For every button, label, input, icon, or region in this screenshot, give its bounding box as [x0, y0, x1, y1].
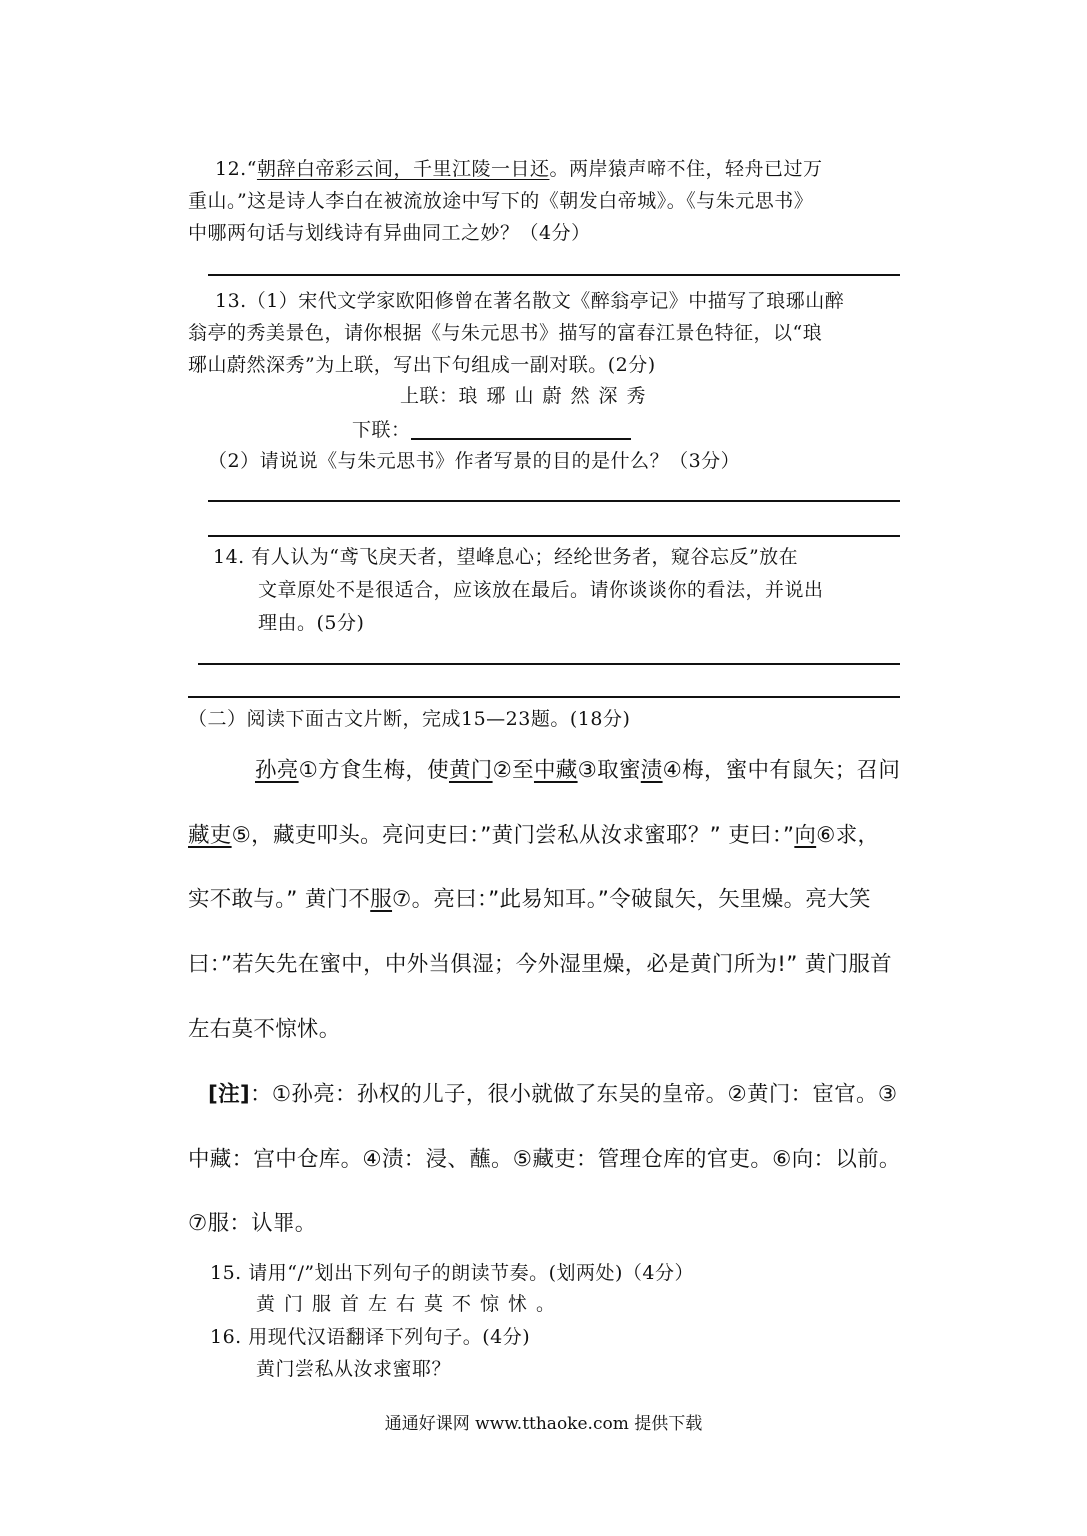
q12-answer-line[interactable] [208, 274, 900, 276]
couplet-upper-text: 琅琊山蔚然深秀 [458, 385, 655, 407]
passage-line4: 曰：”若矢先在蜜中，中外当俱湿；今外湿里燥，必是黄门所为!” 黄门服首 [188, 952, 892, 977]
q12-underlined-verse: 朝辞白帝彩云间，千里江陵一日还 [256, 158, 550, 180]
q15-sentence: 黄门服首左右莫不惊怵。 [256, 1293, 565, 1315]
q16-sentence: 黄门尝私从汝求蜜耶？ [256, 1358, 452, 1380]
passage-line5: 左右莫不惊怵。 [188, 1017, 341, 1042]
q13-part2: （2）请说说《与朱元思书》作者写景的目的是什么？（3分） [208, 450, 741, 472]
notes-line2: 中藏：宫中仓库。④渍：浸、蘸。⑤藏吏：管理仓库的官吏。⑥向：以前。 [188, 1147, 901, 1172]
passage-line2: 藏吏⑤，藏吏叩头。亮问吏曰：”黄门尝私从汝求蜜耶？” 吏曰：”向⑥求， [188, 823, 880, 848]
q14-answer-line-2[interactable] [188, 696, 900, 698]
section2-heading: （二）阅读下面古文片断，完成15—23题。(18分) [188, 708, 631, 730]
q12-line3: 中哪两句话与划线诗有异曲同工之妙？（4分） [188, 222, 591, 244]
notes-line1: [注]：①孙亮：孙权的儿子，很小就做了东吴的皇帝。②黄门：宦官。③ [208, 1082, 898, 1107]
q14-line3: 理由。(5分) [258, 612, 365, 634]
q13-answer-line-1[interactable] [208, 500, 900, 502]
q14-line2: 文章原处不是很适合，应该放在最后。请你谈谈你的看法，并说出 [258, 579, 824, 601]
passage-line1: 孙亮①方食生梅，使黄门②至中藏③取蜜渍④梅，蜜中有鼠矢；召问 [255, 758, 901, 783]
q12-line2: 重山。”这是诗人李白在被流放途中写下的《朝发白帝城》。《与朱元思书》 [188, 190, 814, 212]
q13-line1: 13.（1）宋代文学家欧阳修曾在著名散文《醉翁亭记》中描写了琅琊山醉 [215, 290, 845, 312]
passage-line3: 实不敢与。” 黄门不服⑦。亮曰：”此易知耳。”令破鼠矢，矢里燥。亮大笑 [188, 887, 871, 912]
q14-line1: 14. 有人认为“鸢飞戾天者，望峰息心；经纶世务者，窥谷忘反”放在 [213, 546, 799, 568]
couplet-lower: 下联： [352, 418, 631, 442]
couplet-lower-blank[interactable] [411, 418, 631, 440]
q12-number: 12. [215, 158, 247, 180]
q12-line1: 12.“朝辞白帝彩云间，千里江陵一日还。两岸猿声啼不住，轻舟已过万 [215, 158, 823, 180]
notes-label: [注] [208, 1082, 251, 1107]
q13-line2: 翁亭的秀美景色，请你根据《与朱元思书》描写的富春江景色特征，以“琅 [188, 322, 823, 344]
page-footer: 通通好课网 www.tthaoke.com 提供下载 [384, 1414, 703, 1434]
couplet-upper: 上联：琅琊山蔚然深秀 [400, 385, 655, 407]
q13-answer-line-2[interactable] [208, 535, 900, 537]
q15-line1: 15. 请用“/”划出下列句子的朗读节奏。(划两处)（4分） [210, 1262, 694, 1284]
q13-line3: 琊山蔚然深秀”为上联，写出下句组成一副对联。(2分) [188, 354, 656, 376]
q14-answer-line-1[interactable] [198, 663, 900, 665]
notes-line3: ⑦服：认罪。 [188, 1211, 317, 1236]
q16-line1: 16. 用现代汉语翻译下列句子。(4分) [210, 1326, 531, 1348]
